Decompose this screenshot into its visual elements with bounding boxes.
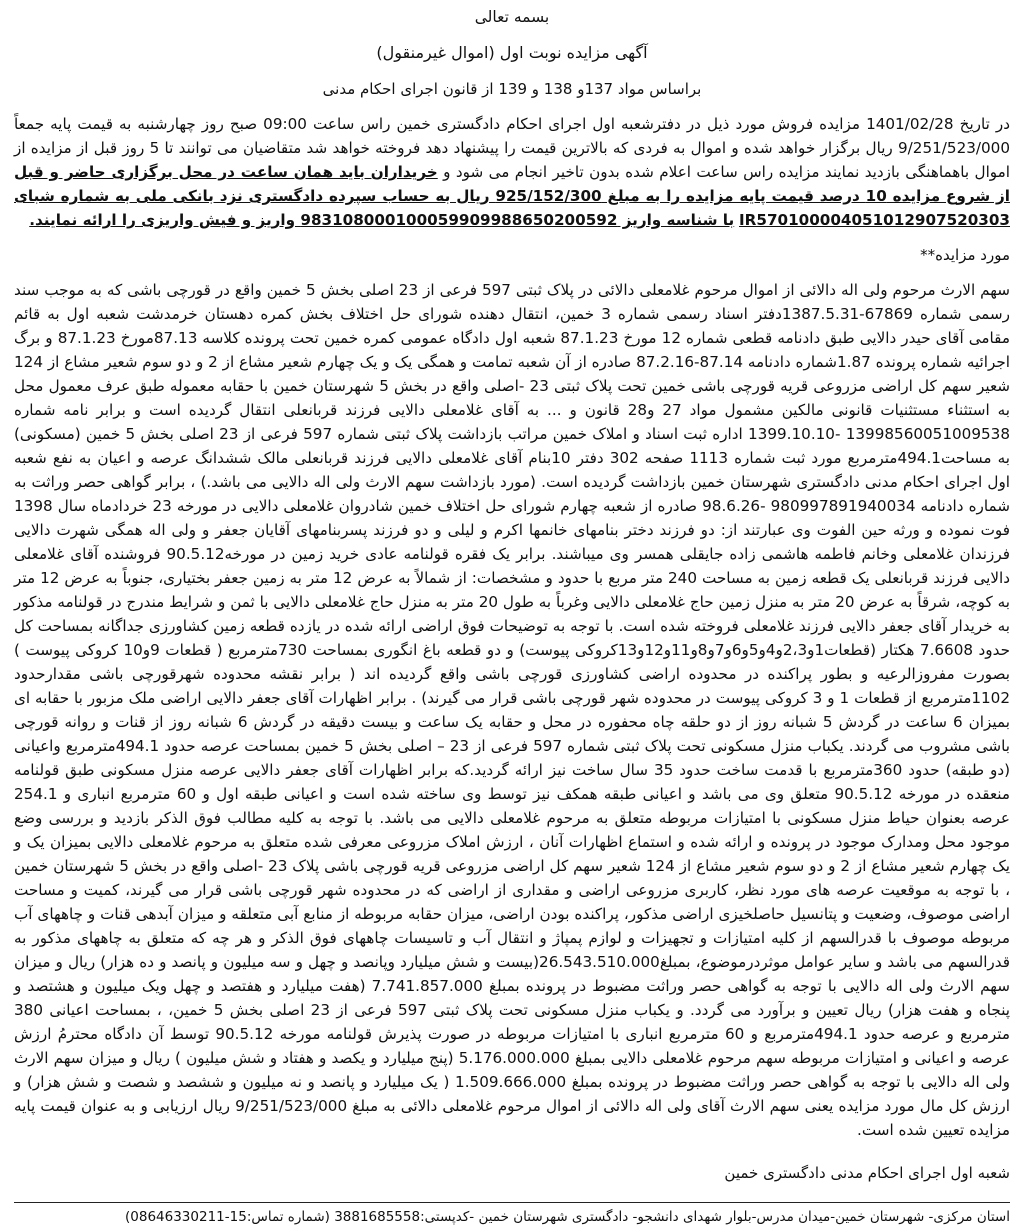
intro-text: در تاریخ 1401/02/28 مزایده فروش مورد ذیل در دفترشعبه اول اجرای احکام دادگستری خمین راس ساعت 09:00 صبح روز چهارشنبه به قیمت پایه جمعاً 9/251/523/000 ریال برگزار خواهد شده و اموال به فردی که بالاترین قیمت را پیشنهاد دهد فروخته خواهد شد متقاضیان می توانند تا 5 روز قبل از مزایده از اموال باهماهنگی بازدید نمایند مزایده راس ساعت اعلام شده بدون تاخیر انجام می شود و (14, 115, 1011, 181)
intro-paragraph (14, 112, 1010, 232)
notice-title: آگهی مزایده نوبت اول (اموال غیرمنقول) (376, 43, 648, 62)
sheba-number: IR570100004051012907520303 (739, 211, 1010, 229)
subject-description: سهم الارث مرحوم ولی اله دالائی از اموال مرحوم غلامعلی دالائی در پلاک ثبتی 597 فرعی از 23 اصلی بخش 5 خمین واقع در قورچی باشی که به موجب سند رسمی شماره 67869-1387.5.31دفتر اسناد رسمی شماره 3 خمین، انتقال دهنده شورای حل اختلاف بخش کمره دهستان خرمدشت شعبه اول به قائم مقامی آقای حیدر دالایی طبق دادنامه قطعی شماره 12 مورخ 87.1.23 شعبه اول دادگاه عمومی کمره خمین تحت پرونده کلاسه 87.13مورخ 87.1.23 و برگ اجرائیه شماره پرونده 1.87شماره دادنامه 87.14-87.2.16 صادره از آن شعبه تمامت و همگی یک و یک چهارم شعیر مشاع از 2 و دو سوم شعیر مشاع از 124 شعیر سهم کل اراضی مزروعی قریه قورچی باشی خمین تحت پلاک ثبتی 23 -اصلی واقع در بخش 5 شهرستان خمین با حقابه معموله طبق عرف معمول محل به استثناء مستثنیات قانونی مالکین مشمول مواد 27 و28 قانون و ... به آقای غلامعلی دالایی فرزند قربانعلی انتقال گردیده است و برابر نامه شماره 13998560051009538 -1399.10.10 اداره ثبت اسناد و املاک خمین مراتب بازداشت پلاک ثبتی شماره 597 فرعی از 23 اصلی بخش 5 خمین (مسکونی) به مساحت494.1مترمربع مورد ثبت شماره 1113 صفحه 302 دفتر 10بنام آقای غلامعلی دالایی فرزند قربانعلی مالک ششدانگ عرصه و اعیان به نفع شعبه اول اجرای احکام مدنی دادگستری شهرستان خمین بازداشت گردیده است. (مورد بازداشت سهم الارث ولی اله دالایی می باشد.) ، برابر گواهی حصر وراثت به شماره دادنامه 980997891940034 -98.6.26 صادره از شعبه چهارم شورای حل اختلاف خمین شادروان غلامعلی دالایی در مورخه 23 خردادماه سال 1398 فوت نموده و ورثه حین الفوت وی عبارتند از: دو فرزند دختر بنامهای خانمها اکرم و لیلی و دو فرزند پسربنامهای آقایان جعفر و ولی اله همگی شهرت دالایی فرزندان غلامعلی وخانم فاطمه هاشمی زاده جایقلی همسر وی میباشند. برابر یک فقره قولنامه عادی خرید زمین در مورخه90.5.12 فروشنده آقای غلامعلی دالایی فرزند قربانعلی یک قطعه زمین به مساحت 240 متر مربع با حدود و مشخصات: از شمالاً به عرض 12 متر به زمین جعفر بختیاری، جنوباً به عرض 12 متر به کوچه، شرقاً به عرض 20 متر به منزل زمین حاج غلامعلی دالایی وغرباً به طول 20 متر به منزل حاج غلامعلی دالایی با ثمن و شرایط مندرج در قولنامه مذکور به خریدار آقای جعفر دالایی فرزند غلامعلی فروخته شده است. با توجه به توضیحات فوق اراضی ارائه شده در یازده قطعه زمین کشاورزی جداگانه بمساحت کل حدود 7.6608 هکتار (قطعات1و2،3و4و5و6و7و8و11و12و13کروکی پیوست) و دو قطعه باغ انگوری بمساحت 730مترمربع ( قطعات 9و10 کروکی پیوست ) بصورت مفروزالرعیه و بطور پراکنده در محدوده اراضی کشاورزی قورچی باشی واقع گردیده اند ( برابر نقشه محدوده شهرقورچی باشی مقدارحدود 1102مترمربع از قطعات 1 و 3 کروکی پیوست در محدوده شهر قورچی باشی قرار می گیرند) . برابر اظهارات آقای جعفر دالایی اراضی ملک مزبور با حقابه ای بمیزان 6 ساعت در گردش 5 شبانه روز از دو حلقه چاه محفوره در محل و حقابه یک ساعت و بیست دقیقه در گردش 6 شبانه روز از قنات و روانه قورچی باشی مشروب می گردند. یکباب منزل مسکونی تحت پلاک ثبتی شماره 597 فرعی از 23 – اصلی بخش 5 خمین بمساحت عرصه حدود 494.1مترمربع واعیانی (دو طبقه) حدود 360مترمربع با قدمت ساخت حدود 35 سال ساخت نیز ارائه گردید.که برابر اظهارات آقای جعفر دالایی عرصه منزل مسکونی طبق قولنامه منعقده در مورخه 90.5.12 متعلق وی می باشد و اعیانی طبقه همکف نیز توسط وی ساخته شده است و اعیانی طبقه اول و 60 مترمربع انباری و 254.1 عرصه بعنوان حیاط منزل مسکونی با امتیازات مربوطه متعلق به مرحوم غلامعلی دالایی می باشد. با توجه به کلیه مطالب فوق الذکر بازدید و بررسی وضع موجود محل ومدارک موجود در پرونده و ارائه شده و استماع اظهارات آنان ، ارزش املاک مزروعی معرفی شده متعلق به مرحوم غلامعلی دالایی بمیزان یک و یک چهارم شعیر مشاع از 2 و دو سوم شعیر مشاع از 124 شعیر سهم کل اراضی مزروعی قریه قورچی باشی پلاک 23 -اصلی واقع در بخش 5 شهرستان خمین ، با توجه به موقعیت عرصه های مورد نظر، کاربری مزروعی اراضی و مقداری از اراضی که در محدوده شهر قورچی باشی قرار می گیرند، کمیت و مساحت اراضی موصوف، وضعیت و پتانسیل حاصلخیزی اراضی مذکور، پراکنده بودن اراضی، میزان حقابه مربوطه از منابع آبی متعلقه و میزان آبدهی قنات و چاههای آب مربوطه موصوف با قدرالسهم از کلیه امتیازات و تجهیزات و لوازم پمپاژ و انتقال آب و تاسیسات چاههای فوق الذکر و هر چه که متعلق به چاههای مذکور به قدرالسهم می باشد و سایر عوامل موثردرموضوع، بمبلغ26.543.510.000(بیست و شش میلیارد وپانصد و چهل و سه میلیون و پانصد و ده هزار) ریال و میزان سهم الارث ولی اله دالایی با توجه به گواهی حصر وراثت مضبوط در پرونده بمبلغ 7.741.857.000 (هفت میلیارد و هفتصد و چهل ویک میلیون و هشتصد و پنجاه و هفت هزار) ریال تعیین و برآورد می گردد. و یکباب منزل مسکونی تحت پلاک ثبتی 597 فرعی از 23 اصلی بخش 5 خمین، ، بمساحت اعیانی 380 مترمربع و عرصه حدود 494.1مترمربع و 60 مترمربع انباری با امتیازات مربوطه در صورت پذیرش قولنامه مورخه 90.5.12 توسط آن دادگاه محترمُ ارزش عرصه و اعیانی و امتیازات مربوطه سهم مرحوم غلامعلی دالایی بمبلغ 5.176.000.000 (پنج میلیارد و یکصد و هفتاد و شش میلیون ) ریال و میزان سهم الارث ولی اله دالایی با توجه به گواهی حصر وراثت مضبوط در پرونده بمبلغ 1.509.666.000 ( یک میلیارد و پانصد و نه میلیون و ششصد و شصت و شش هزار) و ارزش کل مال مورد مزایده یعنی سهم الارث آقای ولی اله دالائی از اموال مرحوم غلامعلی دالائی به مبلغ 9/251/523/000 ریال ارزیابی و به عنوان قیمت پایه مزایده تعیین شده است. (14, 281, 1011, 1139)
legal-basis-line: براساس مواد 137و 138 و 139 از قانون اجرای احکام مدنی (322, 80, 702, 98)
subject-heading: مورد مزایده** (920, 246, 1010, 264)
deposit-instructions: خریداران باید همان ساعت در محل برگزاری حاضر و قبل از شروع مزایده 10 درصد قیمت پایه مزایده را به مبلغ 925/152/300 ریال به حساب سپرده دادگستری نزد بانکی ملی به شماره شبای (14, 163, 1010, 205)
issuer-signature: شعبه اول اجرای احکام مدنی دادگستری خمین (724, 1164, 1010, 1182)
footer-divider (14, 1202, 1010, 1203)
footer-address: استان مرکزی- شهرستان خمین-میدان مدرس-بلوار شهدای دانشجو- دادگستری شهرستان خمین -کدپستی:3881685558 (شماره تماس:15-08646330211) (124, 1209, 1010, 1225)
basmala-heading: بسمه تعالی (474, 8, 550, 26)
deposit-id: با شناسه واریز 983108000100059909988650200592 واریز و فیش واریزی را ارائه نمایند. (29, 211, 735, 229)
